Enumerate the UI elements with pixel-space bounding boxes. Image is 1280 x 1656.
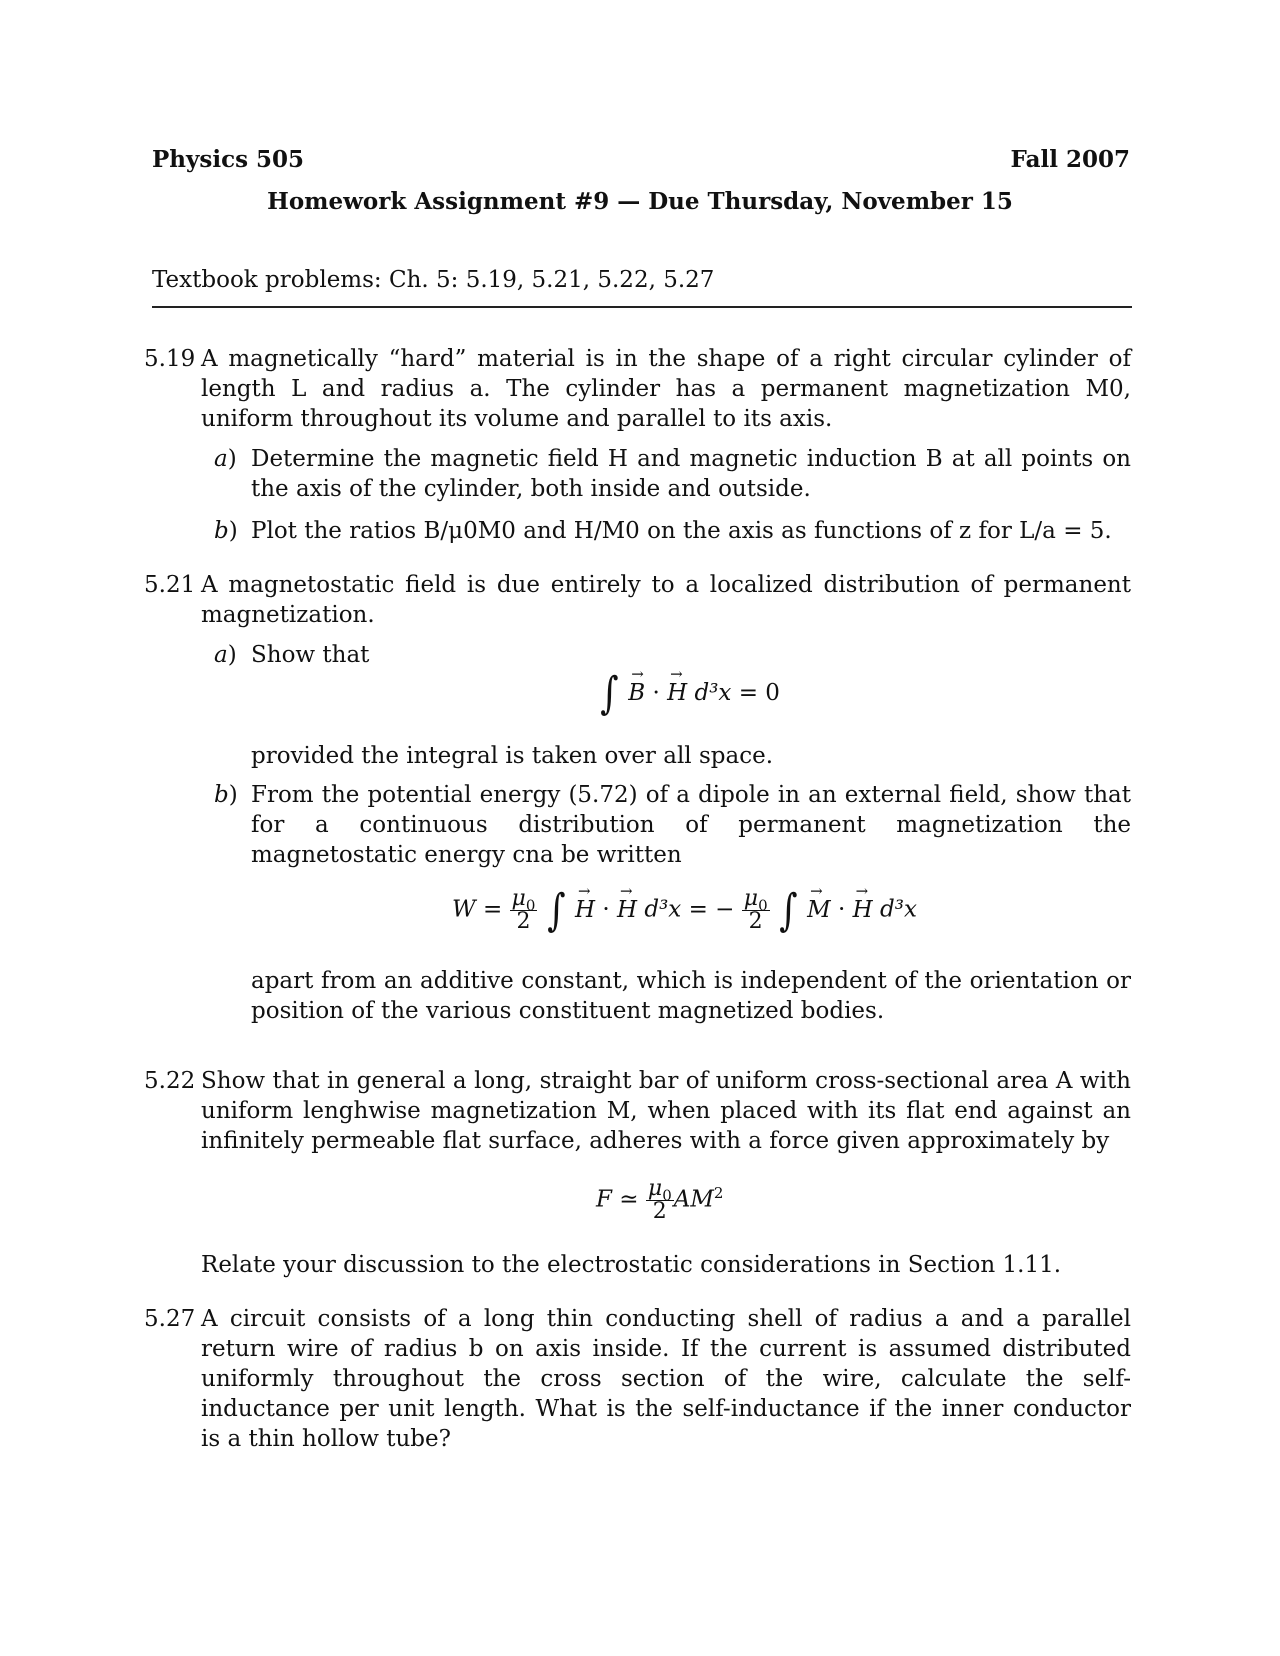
volume-element: d³x (880, 896, 917, 923)
equation-force (596, 1178, 723, 1223)
problem-521-intro: A magnetostatic field is due entirely to a localized distribution of permanent magnetization. (201, 572, 1131, 628)
volume-element: d³x (694, 680, 732, 706)
force-symbol: F (596, 1186, 612, 1213)
equals-zero: = 0 (738, 680, 780, 706)
course-name: Physics 505 (152, 146, 305, 173)
item-label-519b: b) (214, 518, 238, 544)
header-rule (152, 306, 1132, 308)
textbook-problems: Textbook problems: Ch. 5: 5.19, 5.21, 5.22, 5.27 (152, 267, 715, 293)
equation-bh-integral: ∫ → B · → H d³x = 0 (598, 672, 780, 716)
magnetization-symbol: M (690, 1186, 714, 1213)
problem-519-intro: A magnetically “hard” material is in the shape of a right circular cylinder of length L and radius a. The cylinder has a permanent magnetization M0, uniform throughout its volume and parallel to its axis. (201, 346, 1131, 432)
integral-sign: ∫ (779, 884, 798, 936)
vector-m: → M (807, 897, 831, 923)
vector-h: → H (617, 897, 637, 923)
problem-number-521: 5.21 (144, 572, 196, 598)
vector-h: → H (667, 680, 687, 706)
area-symbol: A (673, 1186, 691, 1213)
problem-519b-text: Plot the ratios B/μ0M0 and H/M0 on the axis as functions of z for L/a = 5. (251, 518, 1112, 544)
item-label-521b: b) (214, 782, 238, 808)
volume-element: d³x (644, 896, 682, 923)
problem-522-intro: Show that in general a long, straight bar of uniform cross-sectional area A with uniform lenghwise magnetization M, when placed with its flat end against an infinitely permeable flat surface, adheres with a force given approximately by (201, 1068, 1131, 1154)
problem-522-after: Relate your discussion to the electrostatic considerations in Section 1.11. (201, 1252, 1062, 1278)
exponent: 2 (713, 1183, 724, 1202)
energy-symbol: W (452, 896, 476, 923)
problem-number-527: 5.27 (144, 1306, 196, 1332)
approx-sign: ≃ (619, 1186, 639, 1213)
integral-sign: ∫ (600, 668, 619, 719)
mu-over-two: $\frac{\mu_0}{2}$ (511, 886, 536, 934)
vector-h: → H (575, 897, 595, 923)
item-label-521a: a) (214, 642, 237, 668)
item-label-519a: a) (214, 446, 237, 472)
mu-over-two: $\frac{\mu_0}{2}$ (647, 1176, 672, 1224)
vector-b: → B (628, 680, 645, 706)
problem-521b-after: apart from an additive constant, which is independent of the orientation or position of the various constituent magnetized bodies. (251, 968, 1131, 1024)
problem-521a-after: provided the integral is taken over all space. (251, 743, 774, 769)
mu-over-two: $\frac{\mu_0}{2}$ (743, 886, 768, 934)
problem-number-519: 5.19 (144, 346, 196, 372)
problem-521b-text: From the potential energy (5.72) of a dipole in an external field, show that for a continuous distribution of permanent magnetization the magnetostatic energy cna be written (251, 782, 1131, 868)
vector-h: → H (853, 897, 873, 923)
term-label: Fall 2007 (1010, 146, 1130, 173)
problem-number-522: 5.22 (144, 1068, 196, 1094)
problem-519a-text: Determine the magnetic field H and magnetic induction B at all points on the axis of the cylinder, both inside and outside. (251, 446, 1131, 502)
assignment-title: Homework Assignment #9 — Due Thursday, November 15 (267, 188, 1013, 215)
problem-527-text: A circuit consists of a long thin conducting shell of radius a and a parallel return wire of radius b on axis inside. If the current is assumed distributed uniformly throughout the cross section of the wire, calculate the self-inductance per unit length. What is the self-inductance if the inner conductor is a thin hollow tube? (201, 1306, 1131, 1452)
problem-521a-text: Show that (251, 642, 370, 668)
integral-sign: ∫ (547, 884, 566, 936)
equation-energy: W = $\frac{\mu_0}{2}$ ∫ → H · → H d³x = − $\frac{\mu_0}{2}$ ∫ → M · → H d³x (452, 888, 917, 933)
